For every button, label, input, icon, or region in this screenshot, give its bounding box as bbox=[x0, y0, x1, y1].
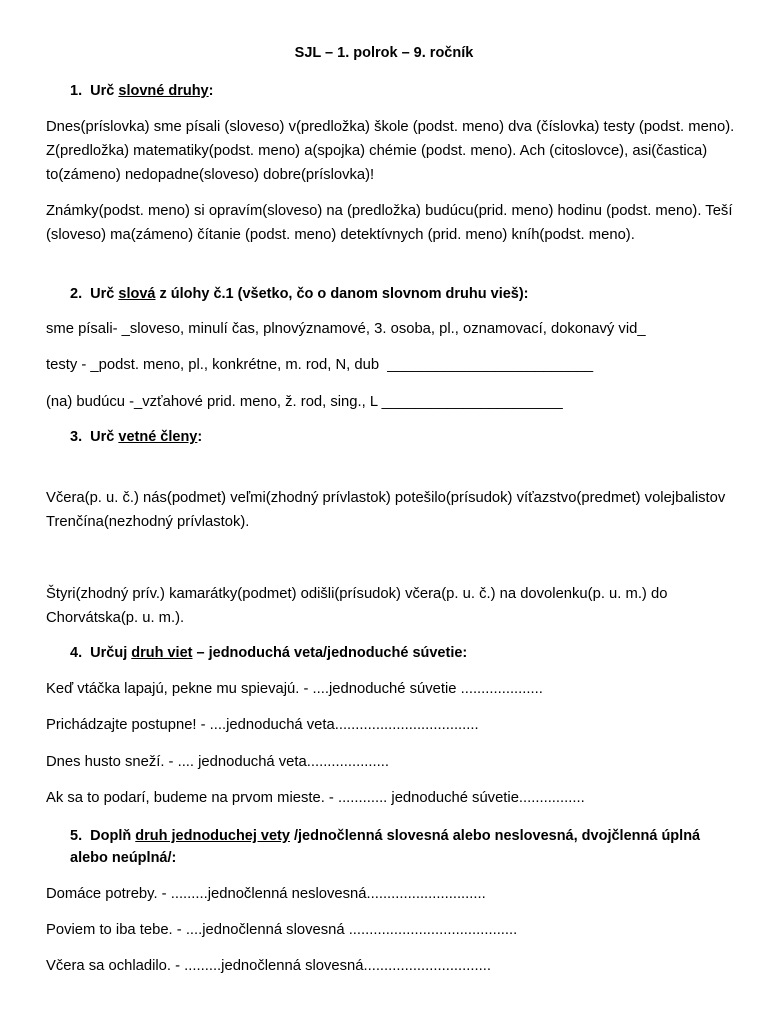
heading-underlined: slová bbox=[118, 286, 156, 302]
heading-text-end: : bbox=[208, 83, 214, 99]
section-number: 4. bbox=[70, 645, 83, 661]
section-3-paragraph-2: Štyri(zhodný prív.) kamarátky(podmet) odišli(prísudok) včera(p. u. č.) na dovolenku(p. u. m.) do Chorvátska(p. u. m.). bbox=[46, 586, 668, 626]
section-number: 1. bbox=[70, 83, 83, 99]
heading-text-end: : bbox=[197, 429, 203, 445]
section-4-heading bbox=[70, 645, 467, 661]
section-3-heading bbox=[70, 429, 202, 445]
heading-underlined: druh jednoduchej vety bbox=[135, 828, 290, 844]
heading-underlined: druh viet bbox=[131, 645, 193, 661]
section-number: 2. bbox=[70, 286, 83, 302]
heading-underlined: slovné druhy bbox=[118, 83, 209, 99]
section-number: 5. bbox=[70, 828, 83, 844]
section-1-heading bbox=[70, 83, 213, 99]
section-2-line-3: (na) budúcu -_vzťahové prid. meno, ž. rod, sing., L ______________________ bbox=[46, 394, 563, 410]
heading-underlined: vetné členy bbox=[118, 429, 198, 445]
heading-text-end: – jednoduchá veta/jednoduché súvetie: bbox=[192, 645, 468, 661]
heading-text: Urč bbox=[90, 83, 119, 99]
heading-text: Doplň bbox=[90, 828, 136, 844]
section-4-line-4: Ak sa to podarí, budeme na prvom mieste. - ............ jednoduché súvetie................ bbox=[46, 790, 585, 806]
heading-text: Urč bbox=[90, 286, 119, 302]
section-3-paragraph-1: Včera(p. u. č.) nás(podmet) veľmi(zhodný prívlastok) potešilo(prísudok) víťazstvo(predmet) volejbalistov Trenčína(nezhodný prívlastok). bbox=[46, 490, 726, 530]
section-1-paragraph-1: Dnes(príslovka) sme písali (sloveso) v(predložka) škole (podst. meno) dva (číslovka) testy (podst. meno). Z(predložka) matematiky(podst. meno) a(spojka) chémie (podst. meno). Ach (citoslovce), asi(častica) to(zámeno) nedopadne(sloveso) dobre(príslovka)! bbox=[46, 119, 735, 183]
section-2-heading bbox=[70, 286, 529, 302]
heading-text-end: /jednočlenná slovesná alebo neslovesná, dvojčlenná úplná alebo neúplná/: bbox=[70, 828, 701, 866]
section-number: 3. bbox=[70, 429, 83, 445]
section-4-line-3: Dnes husto sneží. - .... jednoduchá veta.................... bbox=[46, 754, 389, 770]
heading-text: Určuj bbox=[90, 645, 132, 661]
section-4-line-1: Keď vtáčka lapajú, pekne mu spievajú. - ....jednoduché súvetie .................... bbox=[46, 681, 543, 697]
section-1-paragraph-2: Známky(podst. meno) si opravím(sloveso) na (predložka) budúcu(prid. meno) hodinu (podst. meno). Teší (sloveso) ma(zámeno) čítanie (podst. meno) detektívnych (prid. meno) kníh(podst. meno). bbox=[46, 203, 733, 243]
section-2-line-1: sme písali- _sloveso, minulí čas, plnovýznamové, 3. osoba, pl., oznamovací, dokonavý vid_ bbox=[46, 321, 646, 337]
section-5-line-1: Domáce potreby. - .........jednočlenná neslovesná............................. bbox=[46, 886, 486, 902]
section-5-line-2: Poviem to iba tebe. - ....jednočlenná slovesná ......................................... bbox=[46, 922, 518, 938]
page-title: SJL – 1. polrok – 9. ročník bbox=[294, 45, 474, 61]
section-4-line-2: Prichádzajte postupne! - ....jednoduchá veta................................... bbox=[46, 717, 479, 733]
section-5-heading bbox=[70, 825, 720, 869]
heading-text: Urč bbox=[90, 429, 119, 445]
section-2-line-2: testy - _podst. meno, pl., konkrétne, m. rod, N, dub _________________________ bbox=[46, 357, 594, 373]
heading-text-end: z úlohy č.1 (všetko, čo o danom slovnom druhu vieš): bbox=[155, 286, 529, 302]
section-5-line-3: Včera sa ochladilo. - .........jednočlenná slovesná............................... bbox=[46, 958, 491, 974]
